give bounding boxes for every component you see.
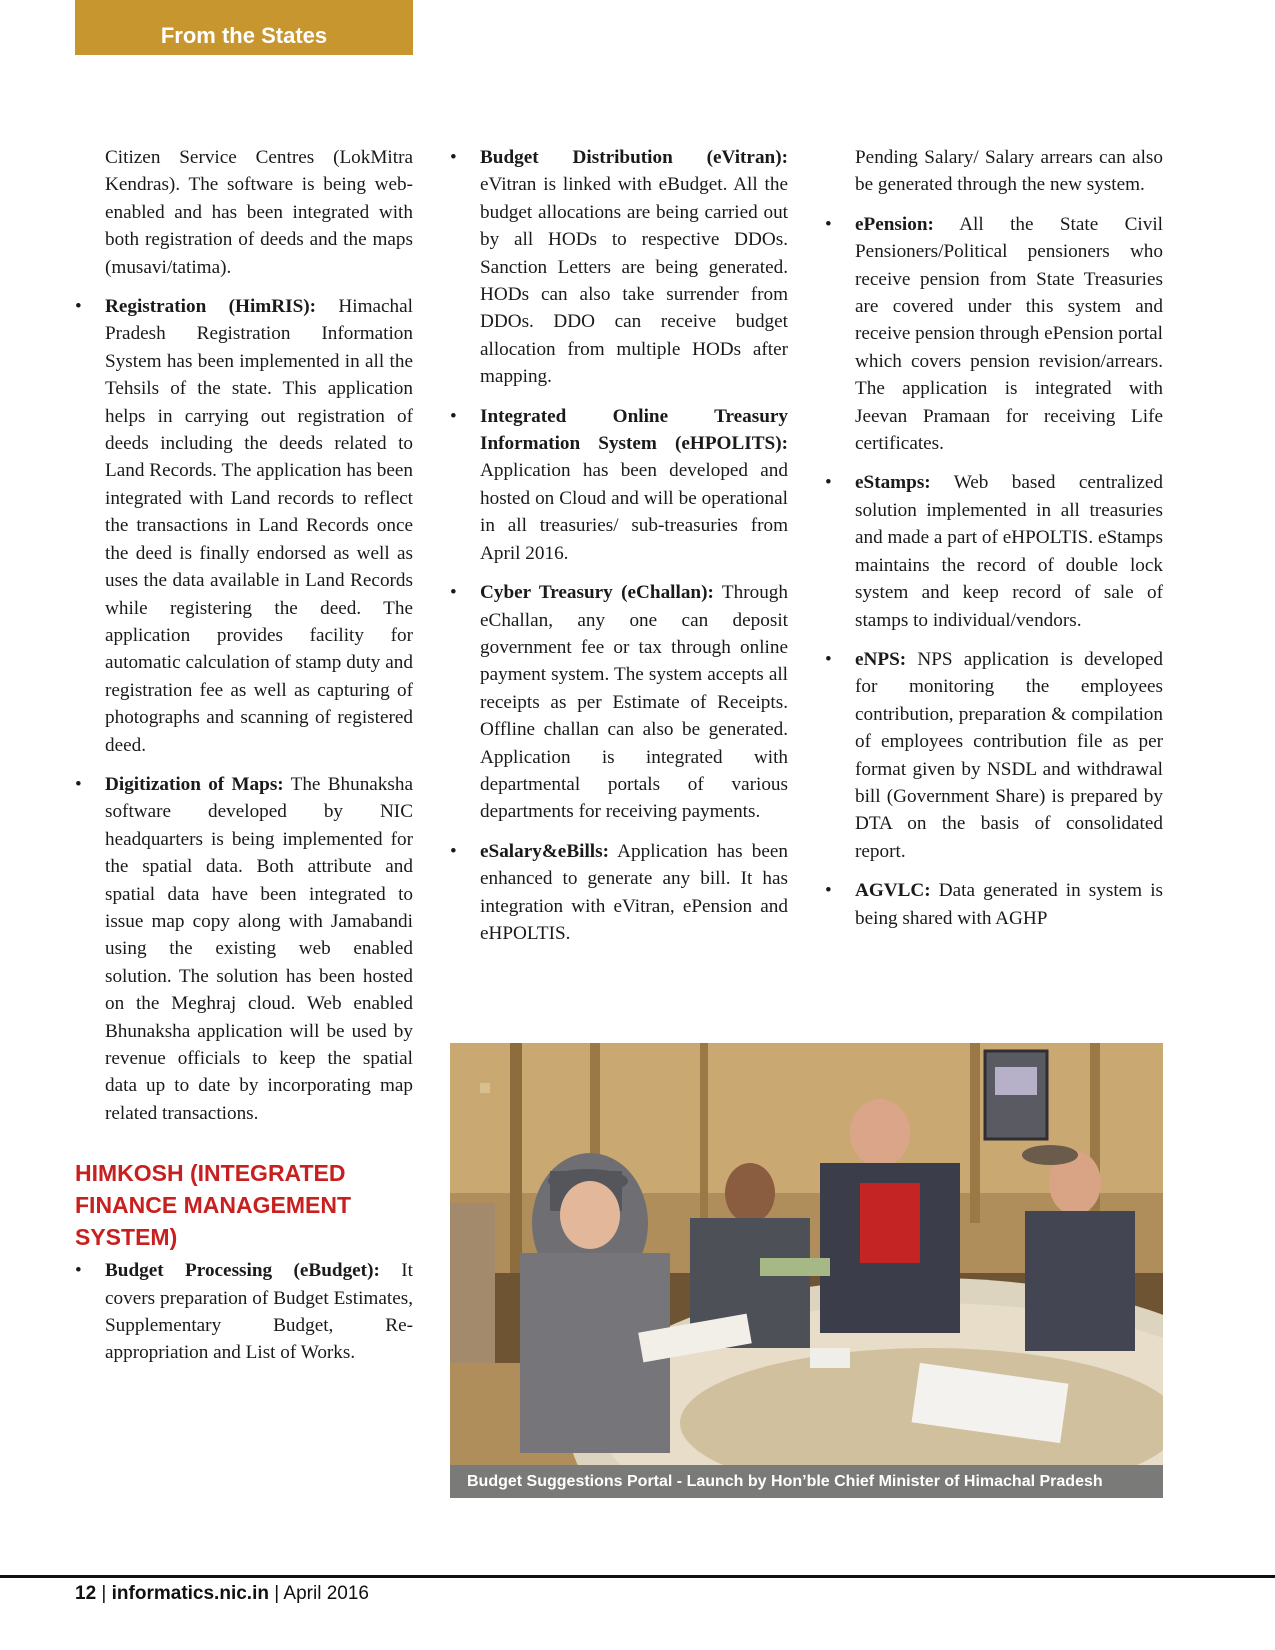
photo-caption: Budget Suggestions Portal - Launch by Hon’ble Chief Minister of Himachal Pradesh xyxy=(450,1465,1163,1498)
section-label: From the States xyxy=(75,0,413,55)
item-title: eStamps: xyxy=(855,472,931,494)
himkosh-heading: HIMKOSH (INTEGRATED FINANCE MANAGEMENT SYSTEM) xyxy=(75,1160,351,1251)
list-item-evitran xyxy=(450,144,788,391)
item-title: Registration (HimRIS): xyxy=(105,296,317,318)
footer-separator: | xyxy=(268,1583,284,1604)
item-text: eVitran is linked with eBudget. All the budget allocations are being carried out by all HODs to respective DDOs. Sanction Letters are being generated. HODs can also take surrender from DDOs. DDO can receive budget allocation from multiple HODs after mapping. xyxy=(480,174,788,388)
item-title: Integrated Online Treasury Information System (eHPOLITS): xyxy=(480,405,788,455)
col1-list xyxy=(75,293,413,1127)
item-text: It covers preparation of Budget Estimates, Supplementary Budget, Re-appropriation and List of Works. xyxy=(105,1260,413,1364)
footer-rule xyxy=(0,1575,1275,1578)
list-item-ebudget xyxy=(75,1257,413,1367)
item-text: Application has been developed and hosted on Cloud and will be operational in all treasuries/ sub-treasuries from April 2016. xyxy=(480,460,788,564)
col3-intro: Pending Salary/ Salary arrears can also be generated through the new system. xyxy=(855,147,1163,196)
item-title: Digitization of Maps: xyxy=(105,773,284,795)
list-item-estamps xyxy=(825,469,1163,633)
list-item-echallan xyxy=(450,579,788,826)
footer-site: informatics.nic.in xyxy=(111,1583,269,1604)
page-footer xyxy=(75,1580,369,1608)
item-title: Budget Processing (eBudget): xyxy=(105,1260,380,1282)
item-text: All the State Civil Pensioners/Political pensioners who receive pension from State Treasuries are covered under this system and receive pension through ePension portal which covers pension revision/arrears. The application is integrated with Jeevan Pramaan for receiving Life certificates. xyxy=(855,213,1163,455)
col2-list xyxy=(450,144,788,947)
event-photo xyxy=(450,1043,1163,1498)
column-1 xyxy=(75,144,413,1379)
item-text: Data generated in system is being shared with AGHP xyxy=(855,880,1163,929)
list-item-enps xyxy=(825,646,1163,865)
list-item-digitization-maps xyxy=(75,771,413,1127)
footer-date: April 2016 xyxy=(283,1583,369,1604)
list-item-epension xyxy=(825,211,1163,458)
item-title: Budget Distribution (eVitran): xyxy=(480,147,788,168)
item-title: Cyber Treasury (eChallan): xyxy=(480,582,714,604)
list-item-ehpolits xyxy=(450,403,788,567)
item-text: Through eChallan, any one can deposit government fee or tax through online payment system. The system accepts all receipts as per Estimate of Receipts. Offline challan can also be generated. Application is integrated with departmental portals of various departments for receiving payments. xyxy=(480,582,788,823)
photo-illustration xyxy=(450,1043,1163,1498)
item-title: AGVLC: xyxy=(855,880,931,902)
item-text: Web based centralized solution implemented in all treasuries and made a part of eHPOLTIS. eStamps maintains the record of double lock system and keep record of sale of stamps to individual/vendors. xyxy=(855,472,1163,631)
column-3 xyxy=(825,144,1163,944)
item-text: The Bhunaksha software developed by NIC headquarters is being implemented for the spatial data. Both attribute and spatial data have been integrated to issue map copy along with Jamabandi using the existing web enabled solution. The solution has been hosted on the Meghraj cloud. Web enabled Bhunaksha application will be used by revenue officials to keep the spatial data up to date by incorporating map related transactions. xyxy=(105,773,413,1124)
col3-list xyxy=(825,211,1163,932)
col1-intro: Citizen Service Centres (LokMitra Kendras). The software is being web-enabled and has been integrated with both registration of deeds and the maps (musavi/tatima). xyxy=(105,147,413,278)
item-title: eNPS: xyxy=(855,648,907,670)
item-title: eSalary&eBills: xyxy=(480,840,609,862)
footer-separator: | xyxy=(96,1583,112,1604)
item-title: ePension: xyxy=(855,213,934,235)
item-text: Application has been enhanced to generate any bill. It has integration with eVitran, ePension and eHPOLTIS. xyxy=(480,840,788,944)
list-item-esalary xyxy=(450,838,788,948)
page-number: 12 xyxy=(75,1583,97,1604)
col1-list-2 xyxy=(75,1257,413,1367)
column-2 xyxy=(450,144,788,959)
item-text: Himachal Pradesh Registration Information System has been implemented in all the Tehsils of the state. This application helps in carrying out registration of deeds including the deeds related to Land Records. The application has been integrated with Land records to reflect the transactions in Land Records once the deed is finally endorsed as well as uses the data available in Land Records while registering the deed. The application provides facility for automatic calculation of stamp duty and registration fee as well as capturing of photographs and scanning of registered deed. xyxy=(105,296,413,756)
list-item-himris xyxy=(75,293,413,759)
list-item-agvlc xyxy=(825,877,1163,932)
item-text: NPS application is developed for monitoring the employees contribution, preparation & compilation of employees contribution file as per format given by NSDL and withdrawal bill (Government Share) is prepared by DTA on the basis of consolidated report. xyxy=(855,648,1163,862)
